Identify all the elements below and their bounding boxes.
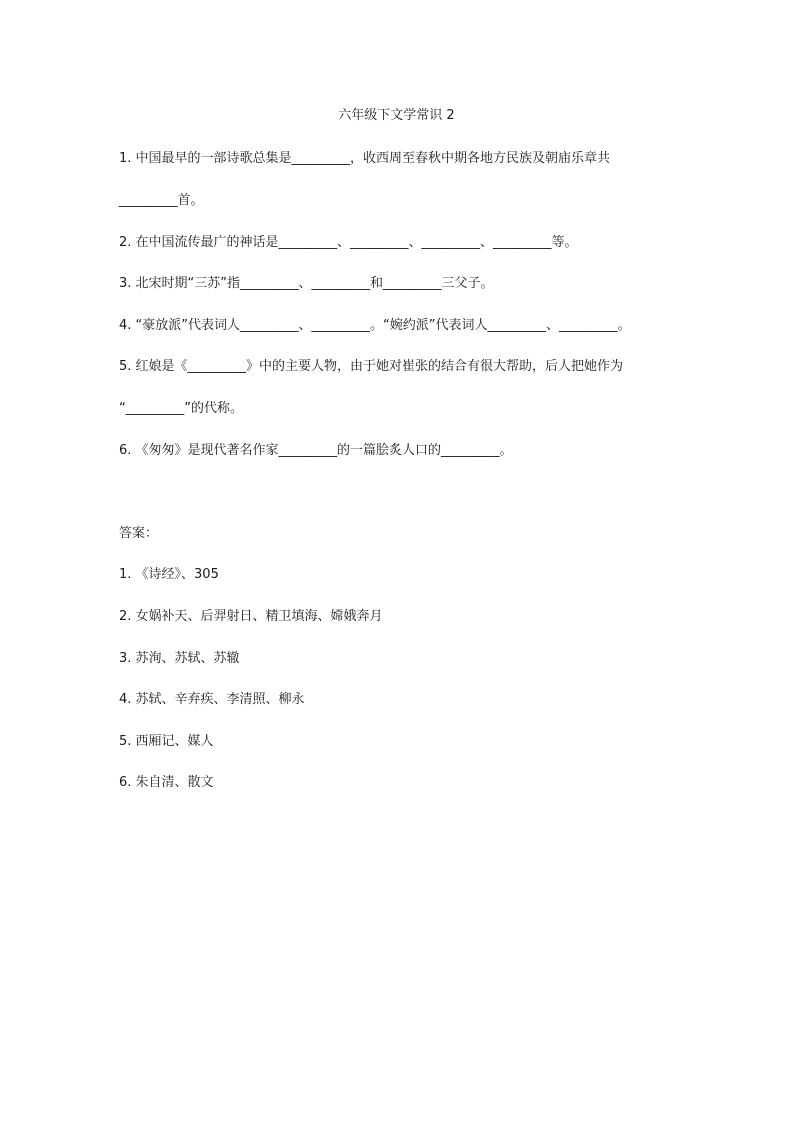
question-3: 3. 北宋时期“三苏”指_________、_________和_________三父子。 bbox=[119, 276, 494, 291]
answer-2: 2. 女娲补天、后羿射日、精卫填海、嫦娥奔月 bbox=[119, 609, 383, 624]
question-5-line-2: “_________”的代称。 bbox=[119, 401, 243, 416]
answers-heading: 答案： bbox=[119, 526, 159, 541]
question-1-line-1: 1. 中国最早的一部诗歌总集是_________，收西周至春秋中期各地方民族及朝庙乐章共 bbox=[119, 151, 611, 166]
answer-5: 5. 西厢记、媒人 bbox=[119, 734, 214, 749]
question-6: 6. 《匆匆》是现代著名作家_________的一篇脍炙人口的_________。 bbox=[119, 443, 513, 458]
answer-3: 3. 苏洵、苏轼、苏辙 bbox=[119, 651, 240, 666]
answer-4: 4. 苏轼、辛弃疾、李清照、柳永 bbox=[119, 692, 305, 707]
question-4: 4. “豪放派”代表词人_________、_________。“婉约派”代表词人_________、_________。 bbox=[119, 318, 631, 333]
question-5-line-1: 5. 红娘是《_________》中的主要人物，由于她对崔张的结合有很大帮助，后人把她作为 bbox=[119, 359, 624, 374]
answer-1: 1. 《诗经》、305 bbox=[119, 567, 219, 582]
answer-6: 6. 朱自清、散文 bbox=[119, 775, 214, 790]
question-1-line-2: _________首。 bbox=[119, 193, 204, 208]
page-title: 六年级下文学常识 2 bbox=[338, 108, 455, 123]
question-2: 2. 在中国流传最广的神话是_________、_________、_________、_________等。 bbox=[119, 235, 578, 250]
